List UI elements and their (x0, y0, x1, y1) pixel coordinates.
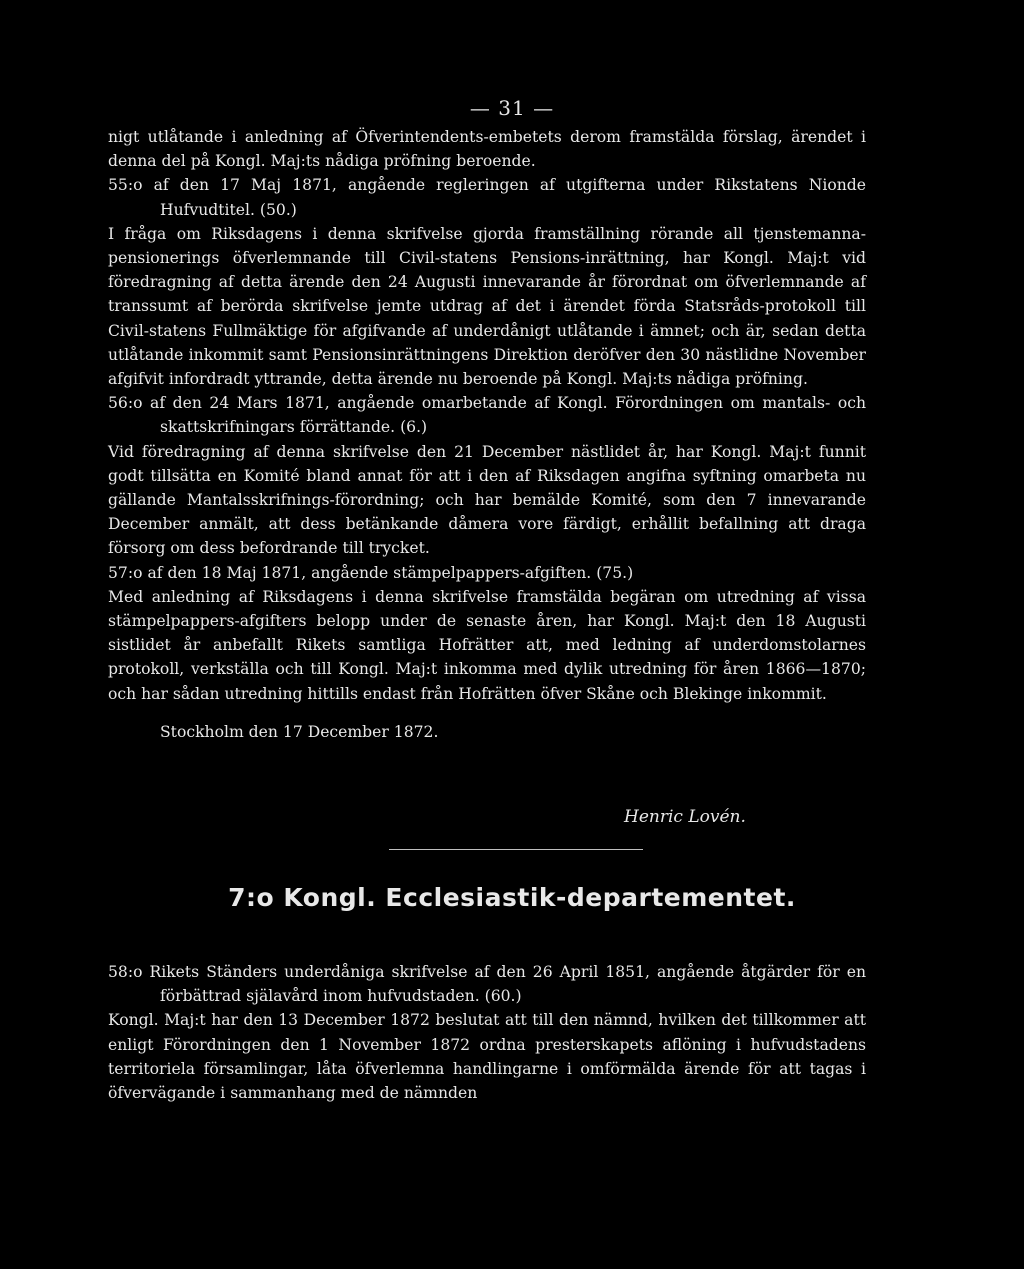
item-56-body: Vid föredragning af denna skrifvelse den 21 December nästlidet år, har Kongl. Maj:t funnit godt tillsätta en Komité bland annat för att i den af Riksdagen angifna syftning omarbeta nu gällande Mantalsskrifnings-förordning; och har bemälde Komité, som den 7 innevarande December anmält, att dess betänkande dåmera vore färdigt, erhållit befallning att draga försorg om dess befordrande till trycket. (108, 442, 866, 558)
section-divider (389, 849, 643, 850)
item-58-title: 58:o Rikets Ständers underdåniga skrifvelse af den 26 April 1851, angående åtgärder för en förbättrad själavård inom hufvudstaden. (60.) (108, 963, 866, 1006)
paragraph-intro: nigt utlåtande i anledning af Öfverintendents-embetets derom framstälda förslag, ärendet i denna del på Kongl. Maj:ts nådiga pröfning beroende. (108, 128, 866, 171)
signature: Henric Lovén. (624, 807, 746, 827)
item-57-body: Med anledning af Riksdagens i denna skrifvelse framstälda begäran om utredning af vissa stämpelpappers-afgifters belopp under de senaste åren, har Kongl. Maj:t den 18 Augusti sistlidet år anbefallt Rikets samtliga Hofrätter att, med ledning af underdomstolarnes protokoll, verkställa och till Kongl. Maj:t inkomma med dylik utredning för åren 1866—1870; och har sådan utredning hittills endast från Hofrätten öfver Skåne och Blekinge inkommit. (108, 587, 866, 703)
section-ecclesiastical-items (108, 960, 866, 1105)
item-55-body: I fråga om Riksdagens i denna skrifvelse gjorda framställning rörande all tjenstemanna-pensionerings öfverlemnande till Civil-statens Pensions-inrättning, har Kongl. Maj:t vid föredragning af detta ärende den 24 Augusti innevarande år förordnat om öfverlemnande af transsumt af berörda skrifvelse jemte utdrag af det i ärendet förda Statsråds-protokoll till Civil-statens Fullmäktige för afgifvande af underdånigt utlåtande i ämnet; och är, sedan detta utlåtande inkommit samt Pensionsinrättningens Direktion deröfver den 30 nästlidne November afgifvit infordradt yttrande, detta ärende nu beroende på Kongl. Maj:ts nådiga pröfning. (108, 224, 866, 389)
item-55-title: 55:o af den 17 Maj 1871, angående regleringen af utgifterna under Rikstatens Nionde Hufvudtitel. (50.) (108, 176, 866, 219)
section-heading: 7:o Kongl. Ecclesiastik-departementet. (228, 883, 796, 912)
item-58-body: Kongl. Maj:t har den 13 December 1872 beslutat att till den nämnd, hvilken det tillkommer att enligt Förordningen den 1 November 1872 ordna presterskapets aflöning i hufvudstadens territoriela församlingar, låta öfverlemna handlingarne i omförmälda ärende för att tagas i öfvervägande i sammanhang med de nämnden (108, 1011, 866, 1103)
date-line: Stockholm den 17 December 1872. (160, 722, 439, 741)
page-number: — 31 — (469, 96, 555, 120)
item-57-title: 57:o af den 18 Maj 1871, angående stämpelpappers-afgiften. (75.) (108, 563, 634, 582)
section-finance-items (108, 125, 866, 744)
item-56-title: 56:o af den 24 Mars 1871, angående omarbetande af Kongl. Förordningen om mantals- och skattskrifningars förrättande. (6.) (108, 394, 866, 437)
